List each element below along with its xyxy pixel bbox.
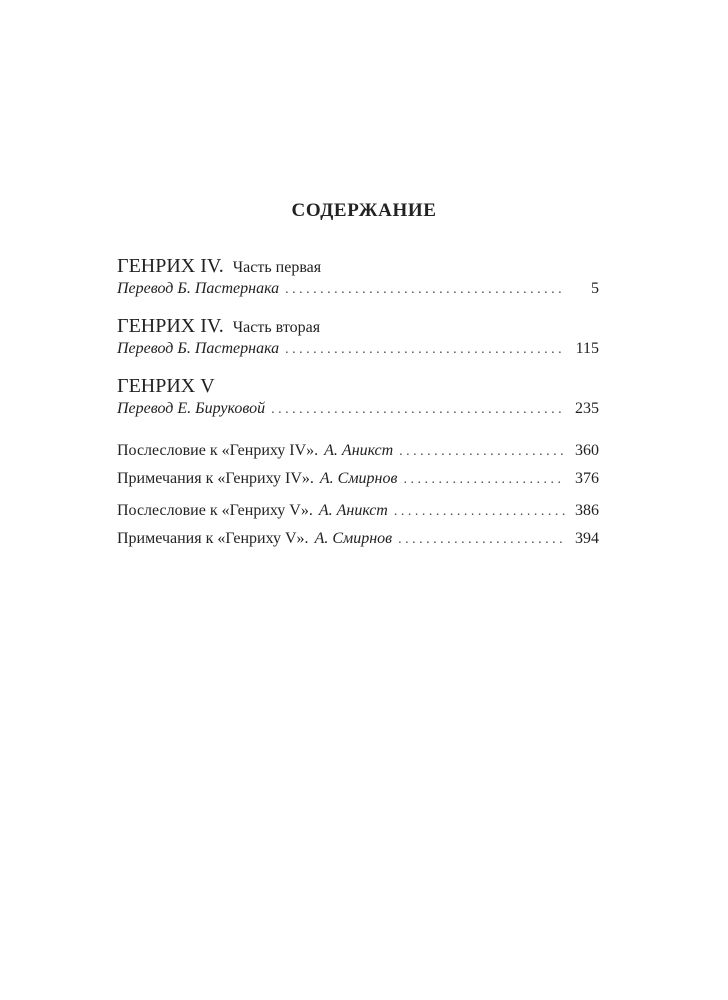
- supplement-author: А. Аникст: [324, 442, 394, 459]
- supplement-author: А. Смирнов: [319, 470, 398, 487]
- toc-line-notes-henry-iv: [117, 468, 599, 490]
- dot-leader: [399, 441, 565, 463]
- work-heading: [117, 374, 599, 398]
- supplement-title: Примечания к «Генриху IV».: [117, 470, 314, 487]
- page-number: 376: [575, 470, 599, 487]
- work-title: ГЕНРИХ IV.: [117, 315, 224, 337]
- work-heading: [117, 314, 599, 338]
- page-number: 386: [575, 502, 599, 519]
- supplement-title: Послесловие к «Генриху V».: [117, 502, 313, 519]
- page-number: 5: [591, 280, 599, 297]
- dot-leader: [285, 279, 565, 301]
- toc-line: [117, 338, 599, 360]
- dot-leader: [285, 339, 565, 361]
- translator: Перевод Е. Бируковой: [117, 400, 266, 417]
- supplement-title: Послесловие к «Генриху IV».: [117, 442, 319, 459]
- toc-entry-henry-v: [117, 374, 599, 420]
- page-number: 235: [575, 400, 599, 417]
- translator: Перевод Б. Пастернака: [117, 280, 280, 297]
- toc-line: [117, 398, 599, 420]
- work-heading: [117, 254, 599, 278]
- toc-line-notes-henry-v: [117, 528, 599, 550]
- supplement-author: А. Аникст: [318, 502, 388, 519]
- work-title: ГЕНРИХ V: [117, 375, 215, 397]
- page-number: 394: [575, 530, 599, 547]
- page-number: 360: [575, 442, 599, 459]
- dot-leader: [398, 529, 565, 551]
- supplement-title: Примечания к «Генриху V».: [117, 530, 309, 547]
- page-title: СОДЕРЖАНИЕ: [291, 200, 437, 221]
- toc-entry-henry-iv-part-2: [117, 314, 599, 360]
- dot-leader: [403, 469, 565, 491]
- work-part: Часть первая: [232, 259, 322, 276]
- table-of-contents: [117, 254, 599, 550]
- dot-leader: [394, 501, 565, 523]
- toc-line-afterword-henry-iv: [117, 440, 599, 462]
- dot-leader: [271, 399, 565, 421]
- translator: Перевод Б. Пастернака: [117, 340, 280, 357]
- toc-entry-henry-iv-part-1: [117, 254, 599, 300]
- page-number: 115: [575, 340, 599, 357]
- work-title: ГЕНРИХ IV.: [117, 255, 224, 277]
- toc-line-afterword-henry-v: [117, 500, 599, 522]
- work-part: Часть вторая: [232, 319, 321, 336]
- toc-line: [117, 278, 599, 300]
- supplement-author: А. Смирнов: [314, 530, 393, 547]
